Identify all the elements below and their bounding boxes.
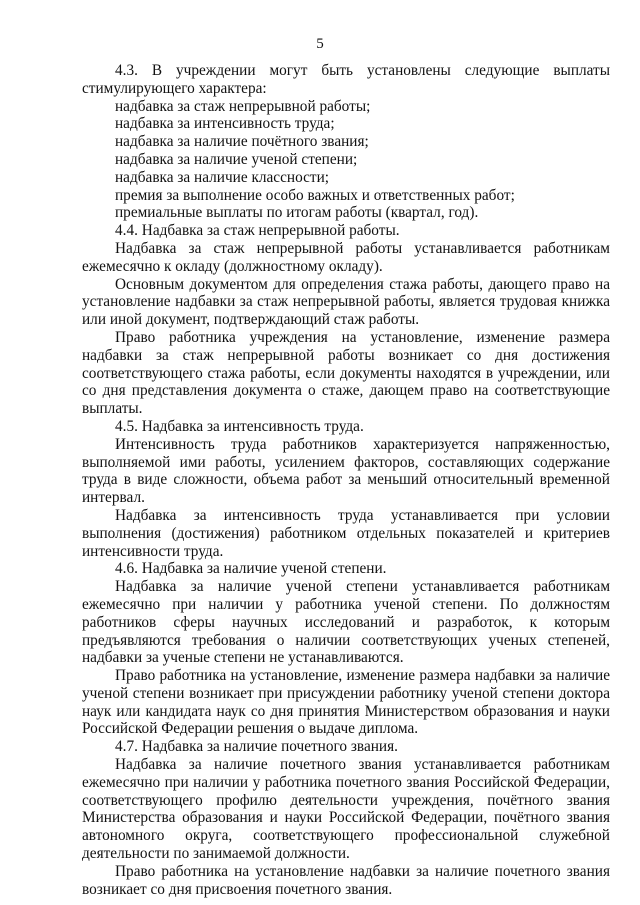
section-heading: 4.7. Надбавка за наличие почетного звания. — [115, 738, 398, 756]
list-item: надбавка за наличие ученой степени; — [115, 150, 358, 168]
paragraph: Основным документом для определения стажа работы, дающего право на установление надбавки за стаж непрерывной работы, является трудовая книжка или иной документ, подтверждающий стаж работы. — [82, 275, 610, 329]
section-heading: 4.5. Надбавка за интенсивность труда. — [115, 417, 364, 435]
paragraph: Надбавка за наличие почетного звания устанавливается работникам ежемесячно при наличии у работника почетного звания Российской Федерации, соответствующего профилю деятельности учреждения, почётного звания Министерства образования и науки Российской Федерации, почётного звания автономного округа, соответствующего профессиональной служебной деятельности по занимаемой должности. — [82, 756, 610, 863]
paragraph: Надбавка за наличие ученой степени устанавливается работникам ежемесячно при наличии у работника ученой степени. По должностям работников сферы научных исследований и разработок, к которым предъявляются требования о наличии соответствующих ученых степеней, надбавки за ученые степени не устанавливаются. — [82, 578, 610, 667]
section-heading: 4.4. Надбавка за стаж непрерывной работы. — [115, 222, 400, 240]
list-item: премия за выполнение особо важных и ответственных работ; — [115, 186, 515, 204]
paragraph: Право работника на установление надбавки за наличие почетного звания возникает со дня присвоения почетного звания. — [82, 862, 610, 898]
section-4-3-intro: 4.3. В учреждении могут быть установлены следующие выплаты стимулирующего характера: — [82, 62, 610, 97]
paragraph: Надбавка за стаж непрерывной работы устанавливается работникам ежемесячно к окладу (должностному окладу). — [82, 239, 610, 275]
list-item: надбавка за наличие почётного звания; — [115, 133, 369, 151]
paragraph: Право работника на установление, изменение размера надбавки за наличие ученой степени возникает при присуждении работнику ученой степени доктора наук или кандидата наук со дня принятия Министерством образования и науки Российской Федерации решения о выдаче диплома. — [82, 667, 610, 738]
paragraph: Надбавка за интенсивность труда устанавливается при условии выполнения (достижения) работником отдельных показателей и критериев интенсивности труда. — [82, 506, 610, 560]
document-body — [82, 62, 610, 898]
page-number: 5 — [316, 36, 324, 52]
paragraph: Интенсивность труда работников характеризуется напряженностью, выполняемой ими работы, усилением факторов, составляющих содержание труда в виде сложности, объема работ за меньший относительный временной интервал. — [82, 435, 610, 507]
paragraph: Право работника учреждения на установление, изменение размера надбавки за стаж непрерывной работы возникает со дня достижения соответствующего стажа работы, если документы находятся в учреждении, или со дня представления документа о стаже, дающем право на соответствующие выплаты. — [82, 328, 610, 418]
list-item: надбавка за стаж непрерывной работы; — [115, 97, 371, 115]
section-heading: 4.6. Надбавка за наличие ученой степени. — [115, 560, 387, 578]
list-item: надбавка за наличие классности; — [115, 168, 330, 186]
list-item: премиальные выплаты по итогам работы (квартал, год). — [115, 204, 479, 222]
list-item: надбавка за интенсивность труда; — [115, 115, 335, 133]
